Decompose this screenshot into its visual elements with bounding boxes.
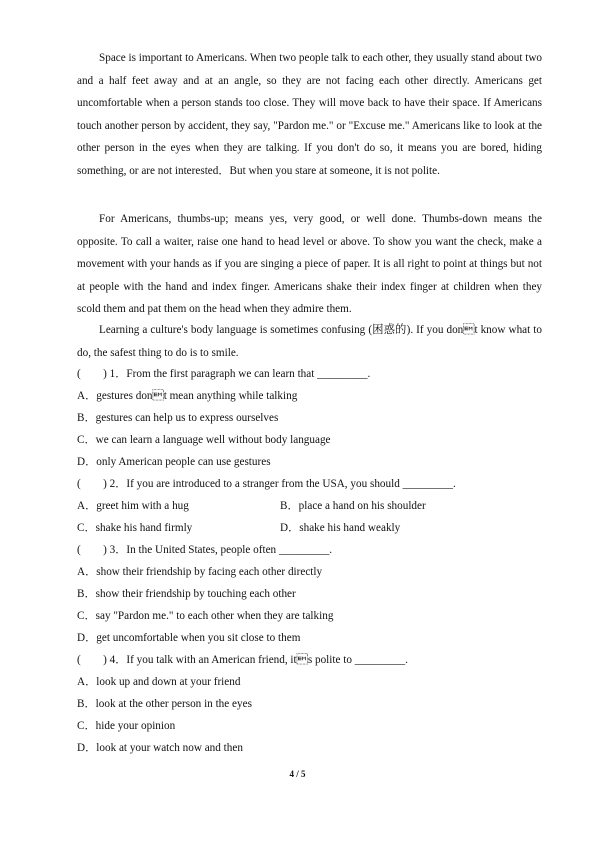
question-4-option-d: D．look at your watch now and then — [77, 742, 243, 754]
question-1-option-b: B．gestures can help us to express ourselves — [77, 412, 279, 424]
question-1-option-a: A．gestures dont mean anything while talking — [77, 390, 298, 402]
passage-paragraph-3: Learning a culture's body language is sometimes confusing (困惑的). If you dont know what to do, the safest thing to do is to smile. — [77, 324, 542, 359]
question-1-stem: ( ) 1．From the first paragraph we can learn that _________. — [77, 368, 371, 380]
question-4-option-a: A．look up and down at your friend — [77, 676, 241, 688]
question-3-option-b: B．show their friendship by touching each other — [77, 588, 296, 600]
question-2-option-c: C．shake his hand firmly — [77, 522, 193, 534]
passage-paragraph-1: Space is important to Americans. When two people talk to each other, they usually stand about two and a half feet away and at an angle, so they are not facing each other directly. Americans get uncomfortable when a person stands too close. They will move back to have their space. If Americans touch another person by accident, they say, "Pardon me." or "Excuse me." Americans like to look at the other person in the eyes when they are talking. If you don't do so, it means you are bored, hiding something, or are not interested．But when you stare at someone, it is not polite. — [77, 52, 543, 177]
question-4-option-c: C．hide your opinion — [77, 720, 176, 732]
question-4-option-b: B．look at the other person in the eyes — [77, 698, 252, 710]
question-3-option-d: D．get uncomfortable when you sit close to them — [77, 632, 301, 644]
question-1-option-d: D．only American people can use gestures — [77, 456, 271, 468]
question-2-option-b: B．place a hand on his shoulder — [280, 500, 426, 512]
question-2-stem: ( ) 2．If you are introduced to a stranger from the USA, you should _________. — [77, 478, 456, 490]
question-1-option-c: C．we can learn a language well without body language — [77, 434, 331, 446]
question-3-option-c: C．say "Pardon me." to each other when they are talking — [77, 610, 334, 622]
question-2-option-a: A．greet him with a hug — [77, 500, 189, 512]
passage-paragraph-2: For Americans, thumbs-up; means yes, very good, or well done. Thumbs-down means the opposite. To call a waiter, raise one hand to head level or above. To show you want the check, make a movement with your hands as if you are singing a piece of paper. It is all right to point at things but not at people with the hand and index finger. Americans shake their index finger at children when they scold them and pat them on the head when they admire them. — [77, 213, 542, 315]
question-3-option-a: A．show their friendship by facing each other directly — [77, 566, 323, 578]
page-number: 4 / 5 — [289, 769, 306, 779]
question-3-stem: ( ) 3．In the United States, people often _________. — [77, 544, 333, 556]
question-4-stem: ( ) 4．If you talk with an American friend, its polite to _________. — [77, 654, 408, 666]
question-2-option-d: D．shake his hand weakly — [280, 522, 401, 534]
